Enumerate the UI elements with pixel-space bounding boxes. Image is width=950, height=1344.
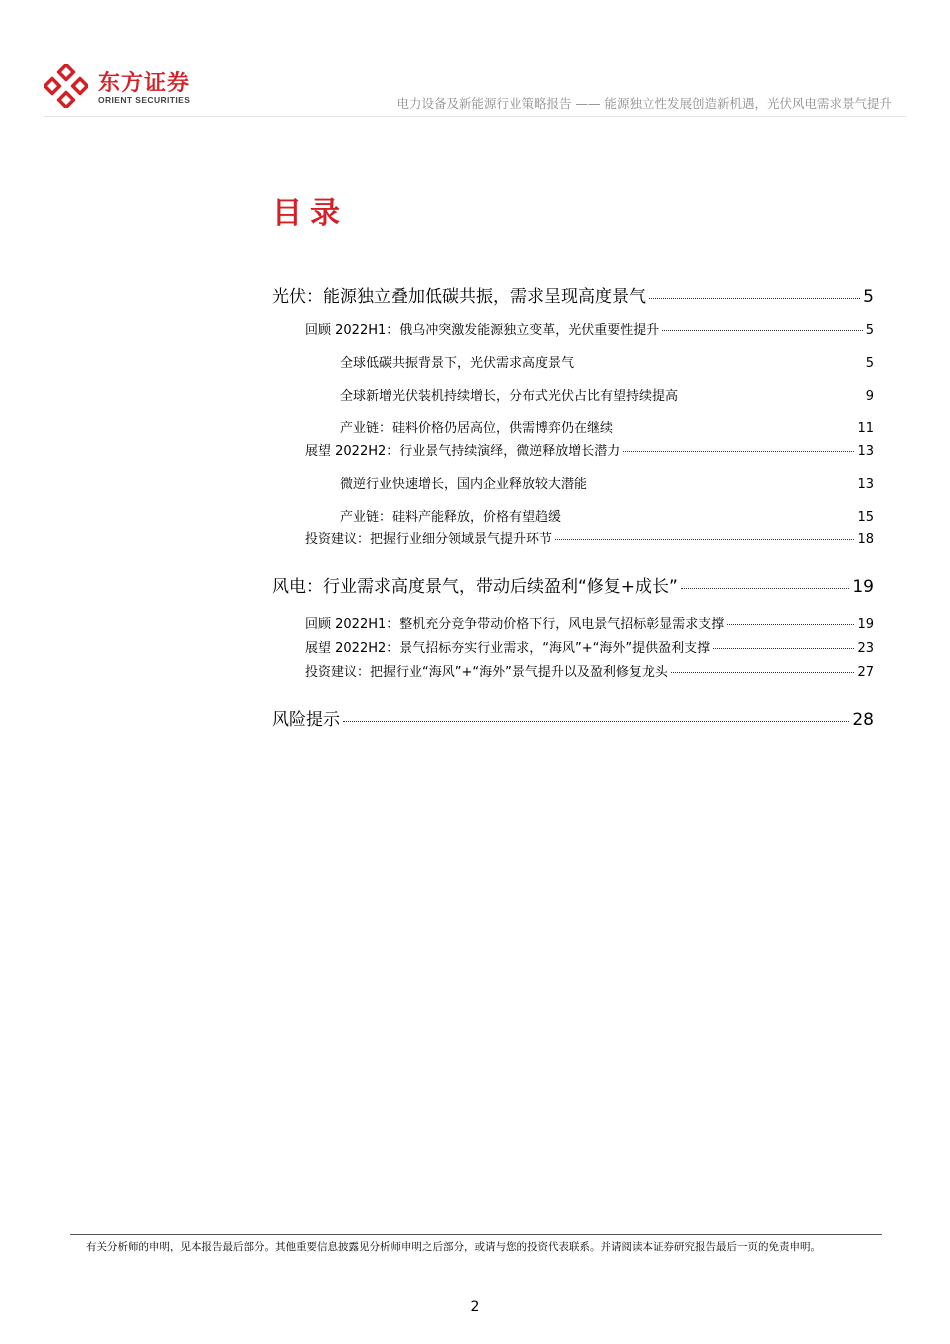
toc-entry-level2[interactable] [272,637,874,656]
toc-entry-label: 产业链：硅料产能释放，价格有望趋缓 [340,510,562,525]
toc-leader [662,330,862,331]
toc-entry-label: 光伏：能源独立叠加低碳共振，需求呈现高度景气 [272,287,646,307]
toc-entry-label: 回顾 2022H1：整机充分竞争带动价格下行，风电景气招标彰显需求支撑 [305,617,725,632]
report-title: 电力设备及新能源行业策略报告 —— 能源独立性发展创造新机遇，光伏风电需求景气提升 [396,96,892,111]
toc-entry-page: 5 [865,323,874,338]
footer-disclaimer: 有关分析师的申明，见本报告最后部分。其他重要信息披露见分析师申明之后部分，或请与您的投资代表联系。并请阅读本证券研究报告最后一页的免责申明。 [86,1241,821,1253]
toc-entry-level3[interactable] [272,417,874,436]
toc-entry-level2[interactable] [272,319,874,338]
toc-leader [727,624,854,625]
toc-entry-level1[interactable] [272,705,874,730]
toc-leader [623,451,854,452]
toc-entry-page: 15 [857,510,874,525]
toc-entry-label: 展望 2022H2：景气招标夯实行业需求，“海风”+“海外”提供盈利支撑 [305,641,711,656]
toc-entry-page: 19 [857,617,874,632]
toc-entry-label: 投资建议：把握行业细分领域景气提升环节 [305,532,553,547]
toc-title: 目录 [272,196,348,231]
toc-leader [649,298,860,299]
toc-entry-label: 产业链：硅料价格仍居高位，供需博弈仍在继续 [340,421,614,436]
toc-entry-level2[interactable] [272,613,874,632]
toc-entry-level3[interactable] [272,506,874,525]
toc-entry-label: 风电：行业需求高度景气，带动后续盈利“修复+成长” [272,577,678,597]
logo-english-name: ORIENT SECURITIES [98,95,191,105]
footer-divider [70,1234,882,1235]
toc-entry-label: 展望 2022H2：行业景气持续演绎，微逆释放增长潜力 [305,444,621,459]
toc-leader [713,648,854,649]
toc-entry-label: 全球低碳共振背景下，光伏需求高度景气 [340,356,575,371]
toc-entry-label: 微逆行业快速增长，国内企业释放较大潜能 [340,477,588,492]
header-divider [44,116,906,117]
toc-entry-page: 13 [857,477,874,492]
toc-entry-level1[interactable] [272,282,874,307]
toc-entry-level1[interactable] [272,572,874,597]
toc-entry-page: 27 [857,665,874,680]
toc-entry-page: 9 [865,389,874,404]
toc-entry-label: 回顾 2022H1：俄乌冲突激发能源独立变革，光伏重要性提升 [305,323,660,338]
orient-securities-logo-icon [44,64,88,108]
toc-entry-page: 13 [857,444,874,459]
toc-leader [343,721,849,722]
toc-entry-page: 5 [865,356,874,371]
toc-leader [671,672,855,673]
toc-leader [555,539,854,540]
toc-leader [681,588,850,589]
toc-entry-page: 5 [863,287,874,307]
toc-entry-level3[interactable] [272,385,874,404]
page-header [0,0,950,120]
toc-entry-level3[interactable] [272,352,874,371]
toc-entry-page: 28 [852,710,874,730]
toc-entry-label: 风险提示 [272,710,340,730]
toc-entry-label: 全球新增光伏装机持续增长，分布式光伏占比有望持续提高 [340,389,679,404]
toc-entry-page: 11 [857,421,874,436]
toc-entry-page: 18 [857,532,874,547]
toc-entry-label: 投资建议：把握行业“海风”+“海外”景气提升以及盈利修复龙头 [305,665,668,680]
page-number: 2 [470,1299,480,1315]
toc-entry-level3[interactable] [272,473,874,492]
toc-entry-page: 19 [852,577,874,597]
toc-entry-page: 23 [857,641,874,656]
toc-entry-level2[interactable] [272,528,874,547]
toc-entry-level2[interactable] [272,440,874,459]
logo-chinese-name: 东方证券 [98,71,191,96]
toc-entry-level2[interactable] [272,661,874,680]
